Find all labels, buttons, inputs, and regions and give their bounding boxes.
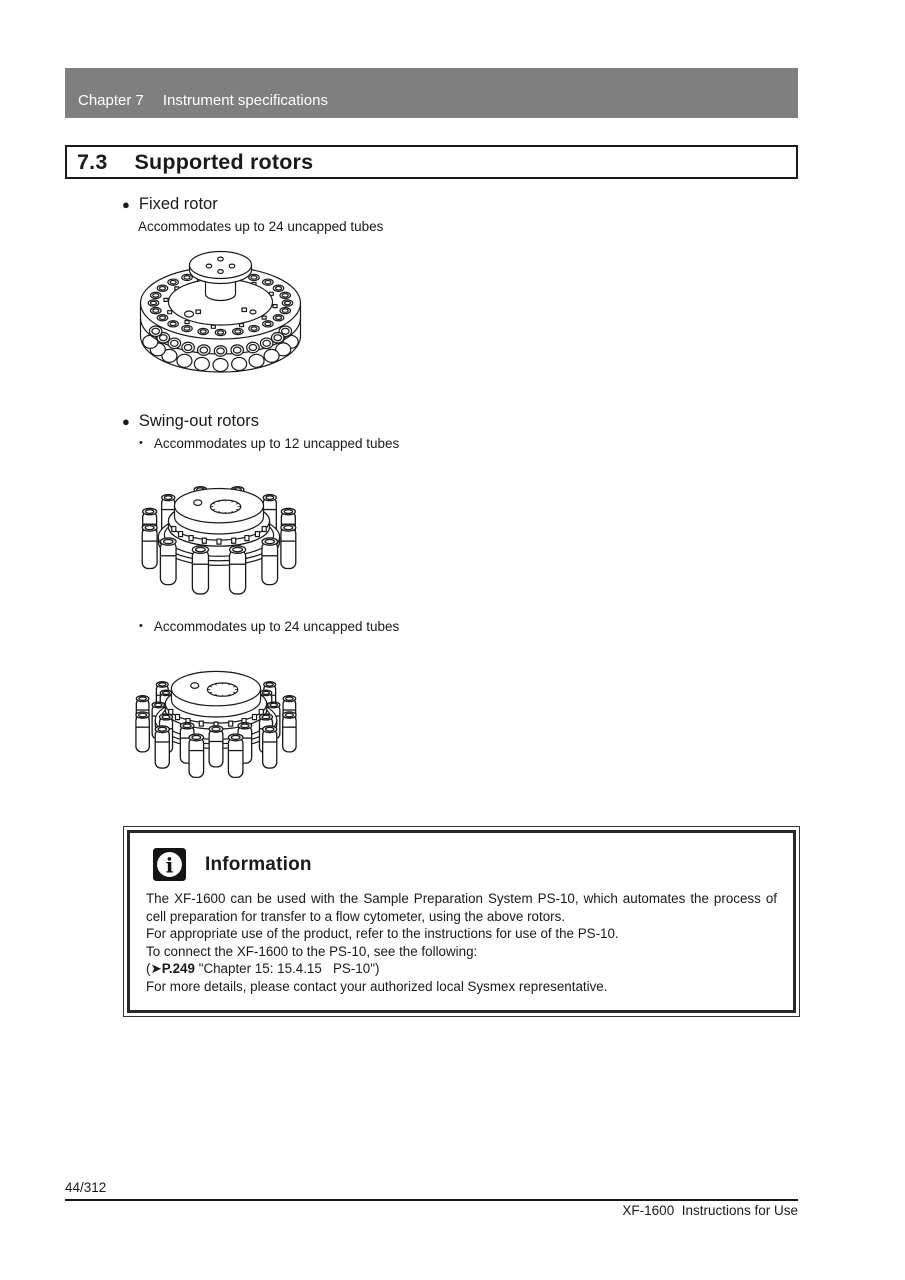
sub-bullet-icon: • — [139, 620, 143, 632]
footer-divider — [65, 1199, 798, 1201]
info-paragraph: The XF-1600 can be used with the Sample Preparation System PS-10, which automates the process of cell preparation for transfer to a flow cytometer, using the above rotors. — [146, 891, 777, 924]
information-box — [123, 826, 800, 1017]
swing-out-12-item — [139, 436, 399, 451]
fixed-rotor-description: Accommodates up to 24 uncapped tubes — [138, 219, 384, 234]
section-heading — [65, 145, 798, 179]
info-reference-line — [146, 960, 777, 978]
chapter-label: Chapter 7 — [78, 92, 144, 109]
swing-out-rotors-heading — [122, 412, 259, 431]
section-number: 7.3 — [77, 149, 108, 174]
information-header — [152, 847, 777, 882]
fixed-rotor-title: Fixed rotor — [138, 195, 218, 213]
swing-out-rotor-24-illustration — [121, 641, 311, 798]
info-line-appropriate-use: For appropriate use of the product, refer to the instructions for use of the PS-10. — [146, 926, 619, 942]
info-icon-glyph: i — [165, 853, 174, 878]
sub-bullet-icon: • — [139, 437, 143, 449]
swing-out-rotors-title: Swing-out rotors — [138, 412, 259, 430]
chapter-title: Instrument specifications — [162, 92, 328, 109]
info-line-connect: To connect the XF-1600 to the PS-10, see the following: — [146, 943, 478, 959]
reference-rest: "Chapter 15: 15.4.15 PS-10") — [194, 961, 380, 977]
bullet-icon: ● — [122, 414, 130, 429]
info-line-contact: For more details, please contact your authorized local Sysmex representative. — [146, 978, 608, 994]
section-title: Supported rotors — [134, 149, 314, 174]
swing-out-rotor-12-illustration — [128, 456, 310, 613]
fixed-rotor-heading — [122, 195, 218, 214]
info-icon — [152, 847, 187, 882]
fixed-rotor-illustration — [133, 238, 308, 393]
swing-out-24-description: Accommodates up to 24 uncapped tubes — [153, 619, 400, 634]
information-box-inner — [127, 830, 796, 1013]
page-number: 44/312 — [65, 1180, 107, 1195]
swing-out-24-item — [139, 619, 399, 634]
document-title: XF-1600 Instructions for Use — [622, 1203, 798, 1218]
reference-link: ➤P.249 — [150, 961, 195, 977]
bullet-icon: ● — [122, 197, 130, 212]
information-title: Information — [205, 853, 312, 875]
swing-out-12-description: Accommodates up to 12 uncapped tubes — [153, 436, 400, 451]
chapter-header-bar — [65, 68, 798, 118]
reference-open: ( — [146, 961, 151, 977]
